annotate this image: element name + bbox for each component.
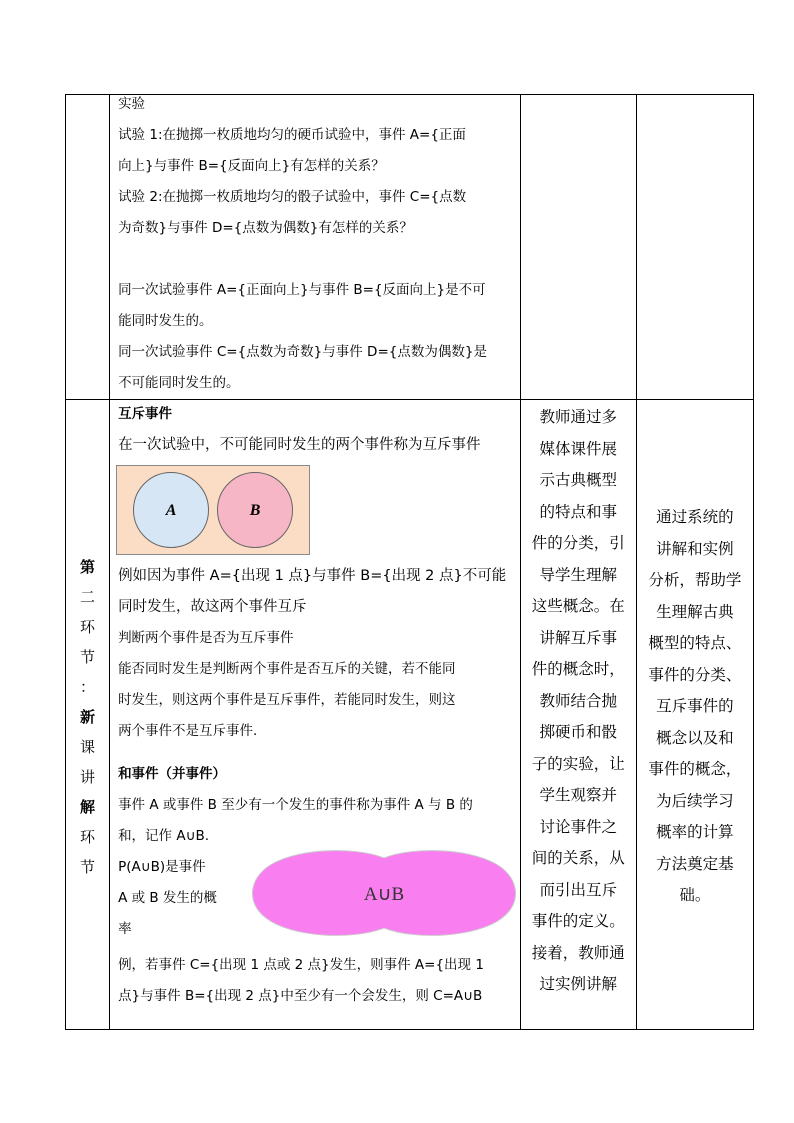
teacher-line: 过实例讲解 — [539, 975, 617, 993]
experiment-row — [66, 95, 754, 400]
design-purpose-text — [637, 400, 753, 912]
union-example-line: 点}与事件 B={出现 2 点}中至少有一个会发生，则 C=A∪B — [118, 988, 483, 1004]
experiment-line: 试验 2:在抛掷一枚质地均匀的骰子试验中，事件 C={点数 — [118, 189, 467, 205]
teacher-line: 接着，教师通 — [531, 943, 625, 962]
experiment-line: 为奇数}与事件 D={点数为偶数}有怎样的关系？ — [118, 220, 413, 236]
stage-char: ： — [80, 678, 96, 696]
stage-char: 节 — [80, 858, 96, 876]
stage-char: 解 — [80, 798, 96, 816]
stage-label-cell — [66, 400, 110, 1030]
purpose-cell-empty — [636, 95, 753, 400]
prob-line: A 或 B 发生的概 — [118, 890, 217, 906]
experiment-line: 能同时发生的。 — [118, 313, 213, 329]
purpose-line: 通过系统的 — [656, 508, 734, 526]
purpose-line: 方法奠定基 — [656, 854, 734, 873]
mutex-definition: 在一次试验中，不可能同时发生的两个事件称为互斥事件 — [118, 437, 481, 453]
teacher-line: 教师结合抛 — [539, 691, 617, 710]
stage-char: 第 — [80, 558, 96, 576]
prob-line: 率 — [118, 921, 132, 937]
stage-cell-empty — [66, 95, 110, 400]
purpose-line: 概念以及和 — [656, 728, 734, 747]
teacher-line: 掷硬币和骰 — [539, 723, 617, 741]
experiment-line: 试验 1:在抛掷一枚质地均匀的硬币试验中，事件 A={正面 — [118, 127, 466, 143]
union-heading: 和事件（并事件） — [118, 766, 227, 782]
stage-char: 环 — [80, 828, 96, 846]
teacher-line: 导学生理解 — [539, 565, 617, 584]
teacher-line: 教师通过多 — [539, 408, 617, 426]
experiment-line: 同一次试验事件 C={点数为奇数}与事件 D={点数为偶数}是 — [118, 344, 487, 360]
experiment-content-cell — [110, 95, 521, 400]
experiment-line: 实验 — [118, 96, 146, 112]
venn-circle-a — [133, 472, 209, 548]
lesson-content-cell — [110, 400, 521, 1030]
purpose-line: 为后续学习 — [656, 791, 734, 810]
prob-line: P(A∪B)是事件 — [118, 859, 206, 875]
teacher-line: 而引出互斥 — [539, 880, 617, 899]
union-shape-label: A∪B — [363, 884, 405, 905]
purpose-line: 概型的特点、 — [648, 634, 742, 652]
lesson-plan-table — [65, 94, 754, 1030]
mutex-example-line: 同时发生，故这两个事件互斥 — [118, 599, 307, 615]
experiment-line: 不可能同时发生的。 — [118, 375, 240, 391]
experiment-line: 同一次试验事件 A={正面向上}与事件 B={反面向上}是不可 — [118, 282, 486, 298]
purpose-line: 事件的分类、 — [648, 665, 742, 684]
experiment-line: 向上}与事件 B={反面向上}有怎样的关系？ — [118, 158, 385, 174]
teacher-cell-empty — [520, 95, 636, 400]
judge-line: 两个事件不是互斥事件. — [118, 723, 258, 739]
judge-line: 时发生，则这两个事件是互斥事件，若能同时发生，则这 — [118, 692, 456, 708]
stage-char: 讲 — [80, 768, 96, 786]
stage-char: 环 — [80, 618, 96, 636]
stage-char: 课 — [80, 738, 96, 756]
teacher-line: 事件的定义。 — [531, 912, 625, 930]
mutex-heading: 互斥事件 — [118, 406, 173, 422]
teacher-activity-text — [521, 400, 636, 1001]
blank-line — [118, 244, 514, 275]
stage-char: 新 — [80, 708, 96, 726]
venn-label-a: A — [165, 501, 177, 519]
teacher-line: 子的实验，让 — [531, 754, 625, 773]
teacher-line: 件的概念时， — [531, 660, 625, 678]
judge-title: 判断两个事件是否为互斥事件 — [118, 630, 294, 646]
purpose-line: 事件的概念， — [648, 760, 742, 778]
mutex-example-line: 例如因为事件 A={出现 1 点}与事件 B={出现 2 点}不可能 — [118, 568, 507, 584]
union-example-line: 例，若事件 C={出现 1 点或 2 点}发生，则事件 A={出现 1 — [118, 957, 484, 973]
purpose-line: 础。 — [679, 886, 711, 904]
venn-diagram — [116, 465, 310, 555]
purpose-line: 分析，帮助学 — [648, 571, 742, 589]
teacher-line: 讨论事件之 — [539, 817, 617, 836]
purpose-line: 互斥事件的 — [656, 697, 734, 715]
union-diagram — [252, 846, 516, 940]
purpose-line: 讲解和实例 — [656, 539, 734, 558]
teacher-line: 示古典概型 — [539, 471, 617, 489]
union-definition-line: 事件 A 或事件 B 至少有一个发生的事件称为事件 A 与 B 的 — [118, 797, 473, 813]
teacher-line: 件的分类，引 — [531, 534, 625, 552]
stage2-row — [66, 400, 754, 1030]
judge-line: 能否同时发生是判断两个事件是否互斥的关键，若不能同 — [118, 661, 456, 677]
teacher-line: 这些概念。在 — [531, 597, 625, 615]
teacher-line: 的特点和事 — [539, 502, 617, 521]
stage-char: 节 — [80, 648, 96, 666]
teacher-line: 讲解互斥事 — [539, 628, 617, 647]
venn-label-b: B — [249, 501, 261, 519]
teacher-line: 媒体课件展 — [539, 439, 617, 458]
stage-char: 二 — [80, 588, 96, 606]
stage-label — [66, 400, 109, 882]
union-definition-line: 和，记作 A∪B. — [118, 828, 210, 844]
union-section — [118, 852, 514, 948]
purpose-line: 概率的计算 — [656, 823, 734, 841]
purpose-line: 生理解古典 — [656, 602, 734, 621]
teacher-line: 间的关系，从 — [531, 849, 625, 867]
teacher-line: 学生观察并 — [539, 786, 617, 804]
teacher-activity-cell — [520, 400, 636, 1030]
venn-circle-b — [217, 472, 293, 548]
union-prob-text — [118, 852, 240, 945]
design-purpose-cell — [636, 400, 753, 1030]
